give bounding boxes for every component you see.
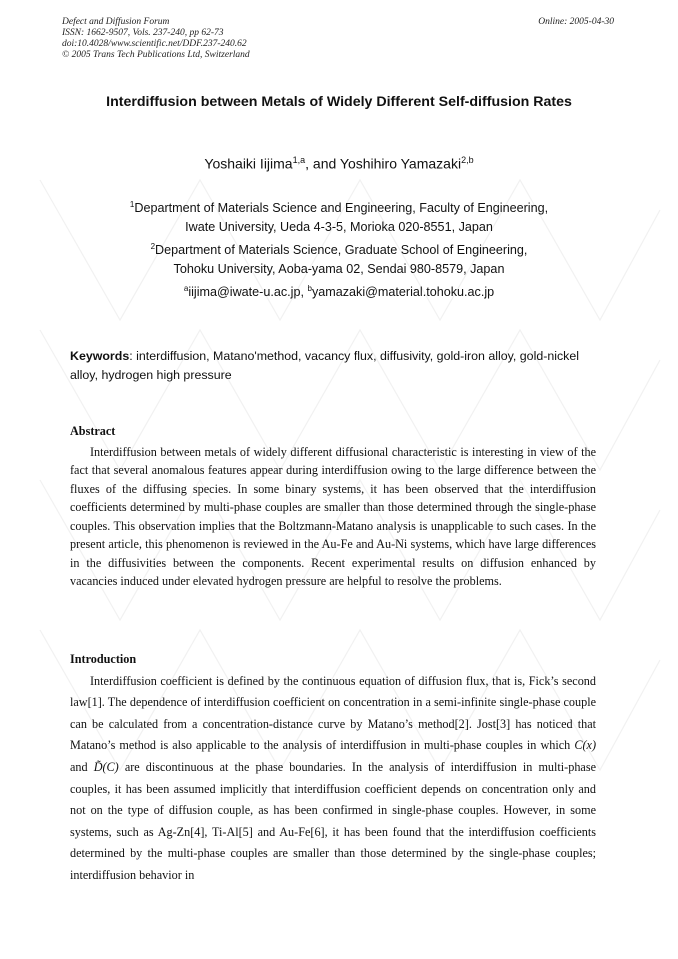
interdiffusion-coefficient-symbol: D̃(C) [93,759,119,774]
introduction-section [70,649,596,887]
intro-and: and [70,759,94,774]
affiliations [0,195,678,303]
journal-header [62,17,250,61]
affiliation-2-line-1 [0,237,678,260]
doi-line: doi:10.4028/www.scientific.net/DDF.237-240.62 [62,39,247,49]
journal-name: Defect and Diffusion Forum [62,17,170,27]
keywords-label: Keywords [70,349,130,363]
email-line [0,279,678,302]
introduction-text [70,671,596,887]
email-b[interactable]: yamazaki@material.tohoku.ac.jp [311,285,495,300]
keywords-block [70,347,610,385]
author-2-sup: 2,b [461,155,474,165]
author-2: Yoshihiro Yamazaki [339,155,462,172]
intro-text-part-2: are discontinuous at the phase boundaries. In the analysis of interdiffusion in multi-phase couples, it has been assumed implicitly that interdiffusion coefficient depends on concentration only and not on the type of diffusion couple, as has been confirmed in single-phase couples. However, in some systems, such as Ag-Zn[4], Ti-Al[5] and Au-Fe[6], it has been found that the interdiffusion coefficients determined by the multi-phase couples are smaller than those determined by the single-phase couples; interdiffusion behavior in [70,759,596,882]
intro-text-part-1: Interdiffusion coefficient is defined by the continuous equation of diffusion flux, that is, Fick’s second law[1]. The dependence of interdiffusion coefficient on concentration in a semi-infinite single-phase couple can be calculated from a concentration-distance curve by Matano’s method[2]. Jost[3] has noticed that Matano’s method is also applicable to the analysis of interdiffusion in multi-phase couples in which [70,673,596,753]
affiliation-2-sup: 2 [150,242,156,252]
email-a[interactable]: iijima@iwate-u.ac.jp, [188,285,308,300]
author-line [0,155,678,172]
affiliation-2-text: Department of Materials Science, Graduate School of Engineering, [155,243,528,258]
email-b-sup: b [307,284,312,294]
affiliation-2-line-2: Tohoku University, Aoba-yama 02, Sendai 980-8579, Japan [173,262,505,277]
copyright-line: © 2005 Trans Tech Publications Ltd, Switzerland [62,50,250,60]
abstract-section [70,422,596,591]
introduction-heading: Introduction [70,652,137,666]
affiliation-1-sup: 1 [129,200,135,209]
paper-title: Interdiffusion between Metals of Widely Different Self-diffusion Rates [106,94,572,110]
affiliation-1-line-1 [0,195,678,218]
author-separator: , and [305,155,340,172]
affiliation-1-text: Department of Materials Science and Engineering, Faculty of Engineering, [134,201,549,216]
concentration-function: C(x) [574,738,596,753]
issn-line: ISSN: 1662-9507, Vols. 237-240, pp 62-73 [62,28,224,38]
keywords-text: : interdiffusion, Matano'method, vacancy flux, diffusivity, gold-iron alloy, gold-nickel alloy, hydrogen high pressure [70,349,580,382]
affiliation-1-line-2: Iwate University, Ueda 4-3-5, Morioka 020-8551, Japan [185,220,493,235]
abstract-text: Interdiffusion between metals of widely different diffusional characteristic is interesting in view of the fact that several anomalous features appear during interdiffusion owing to the large difference between the fluxes of the diffusing species. In some binary systems, it has been observed that the interdiffusion coefficients determined by multi-phase couples are smaller than those determined through the single-phase couples. This observation implies that the Boltzmann-Matano analysis is unapplicable to such cases. In the present article, this phenomenon is reviewed in the Au-Fe and Au-Ni systems, which have large differences in the diffusivities between the components. Recent experimental results on diffusion enhanced by vacancies induced under elevated hydrogen pressure are helpful to resolve the problems. [70,444,596,588]
author-1-sup: 1,a [292,155,306,165]
email-a-sup: a [183,284,189,294]
abstract-heading: Abstract [70,424,116,438]
author-1: Yoshaiki Iijima [204,155,293,172]
online-date: Online: 2005-04-30 [538,17,614,27]
